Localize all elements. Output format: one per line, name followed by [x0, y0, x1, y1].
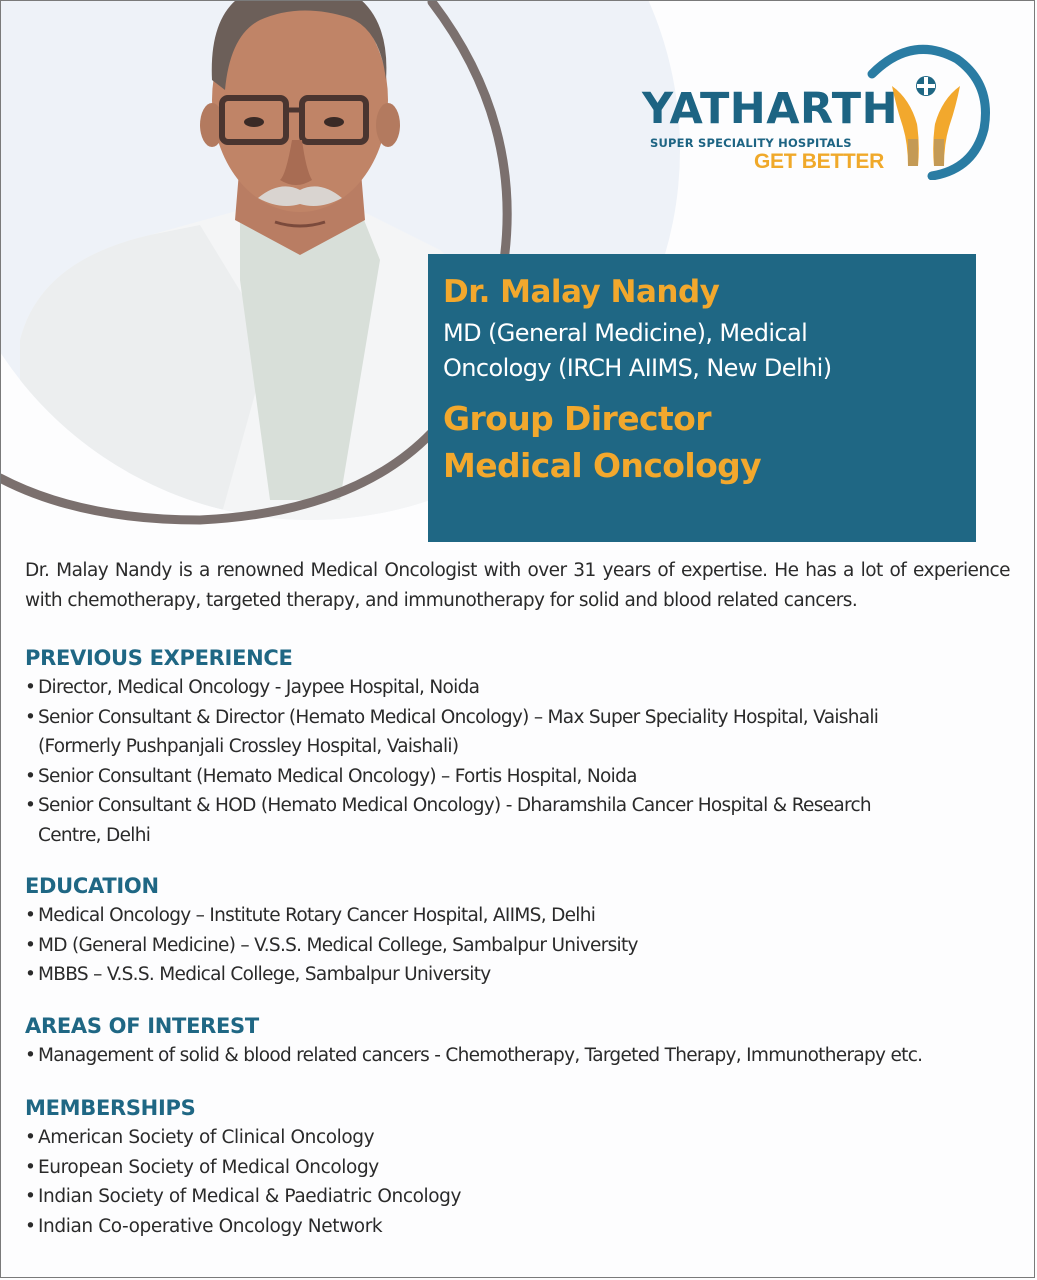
doctor-degrees	[443, 316, 976, 386]
degrees-line-1: MD (General Medicine), Medical	[443, 319, 808, 347]
list-item: • Medical Oncology – Institute Rotary Cancer Hospital, AIIMS, Delhi	[25, 901, 1015, 931]
logo-tagline: GET BETTER	[754, 150, 885, 173]
doctor-name: Dr. Malay Nandy	[443, 274, 720, 310]
yatharth-logo	[636, 44, 996, 184]
logo-subtitle: SUPER SPECIALITY HOSPITALS	[650, 136, 852, 150]
section-memberships	[25, 1093, 1015, 1241]
education-list	[25, 901, 1015, 990]
list-item: • Senior Consultant & HOD (Hemato Medical Oncology) - Dharamshila Cancer Hospital & Research Centre, Delhi	[25, 791, 1015, 850]
list-item: • Director, Medical Oncology - Jaypee Hospital, Noida	[25, 673, 1015, 703]
section-title: EDUCATION	[25, 874, 159, 898]
section-previous-experience	[25, 643, 1015, 851]
list-item: • Indian Society of Medical & Paediatric Oncology	[25, 1182, 1015, 1212]
interests-list	[25, 1041, 1015, 1071]
yatharth-y-hands-cross-icon	[862, 44, 992, 180]
memberships-list	[25, 1123, 1015, 1241]
section-title: MEMBERSHIPS	[25, 1096, 196, 1120]
experience-list	[25, 673, 1015, 851]
role-line-1: Group Director	[443, 399, 711, 438]
list-item: • American Society of Clinical Oncology	[25, 1123, 1015, 1153]
list-item: • MD (General Medicine) – V.S.S. Medical College, Sambalpur University	[25, 931, 1015, 961]
list-item: • Senior Consultant (Hemato Medical Oncology) – Fortis Hospital, Noida	[25, 762, 1015, 792]
section-areas-of-interest	[25, 1011, 1015, 1071]
doctor-role	[443, 394, 976, 490]
list-item: • Management of solid & blood related cancers - Chemotherapy, Targeted Therapy, Immunotherapy etc.	[25, 1041, 1015, 1071]
list-item: • MBBS – V.S.S. Medical College, Sambalpur University	[25, 960, 1015, 990]
list-item: • Indian Co-operative Oncology Network	[25, 1212, 1015, 1242]
section-title: AREAS OF INTEREST	[25, 1014, 259, 1038]
list-item: • European Society of Medical Oncology	[25, 1153, 1015, 1183]
role-line-2: Medical Oncology	[443, 446, 762, 485]
list-item: • Senior Consultant & Director (Hemato Medical Oncology) – Max Super Speciality Hospital, Vaishali (Formerly Pushpanjali Crossley Hospital, Vaishali)	[25, 703, 1015, 762]
section-education	[25, 871, 1015, 990]
section-title: PREVIOUS EXPERIENCE	[25, 646, 293, 670]
intro-paragraph: Dr. Malay Nandy is a renowned Medical Oncologist with over 31 years of expertise. He has a lot of experience with chemotherapy, targeted therapy, and immunotherapy for solid and blood related cancers.	[25, 560, 1010, 611]
doctor-name-card	[428, 254, 976, 542]
logo-wordmark: YATHARTH	[642, 84, 899, 134]
degrees-line-2: Oncology (IRCH AIIMS, New Delhi)	[443, 354, 832, 382]
